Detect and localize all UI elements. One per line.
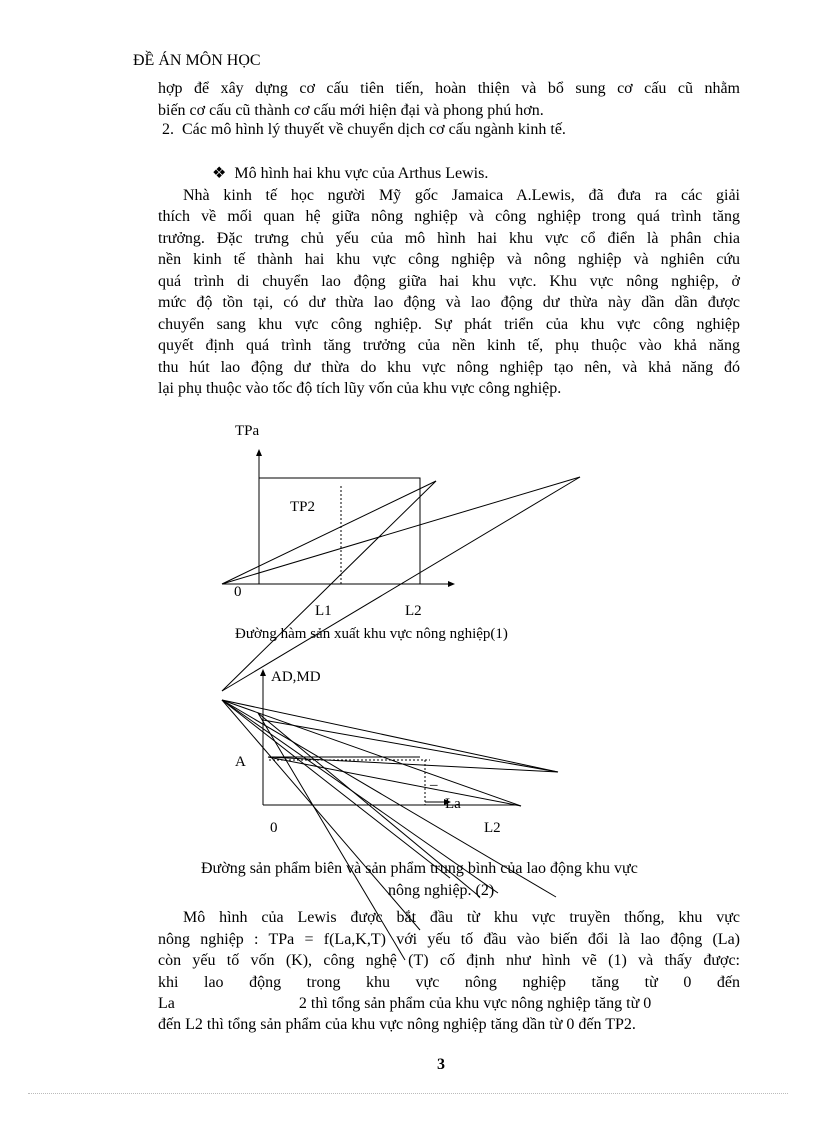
paragraph2-line: La 2 thì tổng sản phẩm của khu vực nông nghiệp tăng từ 0 [158, 995, 652, 1012]
paragraph1-line: trưởng. Đặc trưng chủ yếu của mô hình hai khu vực cổ điển là phân chia [158, 230, 740, 247]
paragraph2-line: nông nghiệp : TPa = f(La,K,T) với yếu tố đầu vào biến đổi là lao động (La) [158, 931, 740, 948]
figure2-origin-label: 0 [270, 820, 278, 836]
figure2-curve-line [222, 700, 521, 806]
figure2-l2-tick: L2 [484, 820, 501, 836]
figure2-dash-mark: – [430, 777, 438, 793]
paragraph1-line: quyết định quá trình tăng trưởng của nền kinh tế, phụ thuộc vào khả năng [158, 337, 740, 354]
figure1-tp2-box [259, 478, 420, 584]
page-header: ĐỀ ÁN MÔN HỌC [133, 52, 261, 69]
subsection-title: Mô hình hai khu vực của Arthus Lewis. [234, 165, 489, 182]
figure2-y-label: AD,MD [271, 669, 321, 685]
intro-line-1: hợp để xây dựng cơ cấu tiên tiến, hoàn thiện và bổ sung cơ cấu cũ nhằm [158, 80, 740, 97]
figure1-l2-tick: L2 [405, 603, 422, 619]
figure1-graphic [222, 452, 580, 691]
figure2-curve-line [268, 757, 521, 806]
figure2-curve-line [222, 700, 558, 772]
paragraph1-line: Nhà kinh tế học người Mỹ gốc Jamaica A.Lewis, đã đưa ra các giải [183, 187, 740, 204]
figure1-tp2-label: TP2 [290, 499, 316, 515]
figure1-origin-label: 0 [234, 584, 242, 600]
paragraph1-line: thu hút lao động dư thừa do khu vực nông nghiệp tạo nên, và khả năng đó [158, 359, 740, 376]
figure2-caption-line-1: Đường sản phẩm biên và sản phẩm trung bình của lao động khu vực [201, 860, 638, 877]
page-bottom-divider [28, 1093, 788, 1094]
figure1-curve-line [222, 481, 436, 584]
figure1-y-label: TPa [235, 423, 260, 439]
paragraph2-line: khi lao động trong khu vực nông nghiệp tăng từ 0 đến [158, 974, 740, 991]
paragraph2-line: đến L2 thì tổng sản phẩm của khu vực nông nghiệp tăng dần từ 0 đến TP2. [158, 1016, 636, 1033]
paragraph1-line: quá trình di chuyển lao động giữa hai khu vực. Khu vực nông nghiệp, ở [158, 273, 740, 290]
page-number: 3 [437, 1056, 445, 1073]
section-title: Các mô hình lý thuyết về chuyển dịch cơ cấu ngành kinh tế. [182, 121, 566, 138]
intro-line-2: biến cơ cấu cũ thành cơ cấu mới hiện đại và phong phú hơn. [158, 102, 544, 119]
figure2-la-label: La [445, 796, 461, 812]
paragraph1-line: nền kinh tế thành hai khu vực công nghiệp và nông nghiệp và nghiên cứu [158, 251, 740, 268]
paragraph2-line: còn yếu tố vốn (K), công nghệ (T) cố định như hình vẽ (1) và thấy được: [158, 952, 740, 969]
section-number: 2. [162, 121, 174, 138]
figure1-l1-tick: L1 [315, 603, 332, 619]
figure2-a-label: A [235, 754, 246, 770]
figure2-curve-line [222, 700, 450, 878]
figure1-curve-line [222, 477, 580, 584]
diamond-bullet-icon: ❖ [212, 165, 227, 182]
paragraph1-line: chuyển sang khu vực công nghiệp. Sự phát triển của khu vực công nghiệp [158, 316, 740, 333]
figure1-curve-line [222, 481, 436, 691]
figure1-caption: Đường hàm sản xuất khu vực nông nghiệp(1) [235, 626, 508, 642]
paragraph1-line: mức độ tồn tại, có dư thừa lao động và lao động dư thừa này dần dần được [158, 294, 740, 311]
paragraph1-line: thích về mối quan hệ giữa nông nghiệp và công nghiệp trong quá trình tăng [158, 208, 740, 225]
figure2-caption-line-2: nông nghiệp. (2) [388, 882, 495, 899]
paragraph1-line: lại phụ thuộc vào tốc độ tích lũy vốn của khu vực công nghiệp. [158, 380, 562, 397]
paragraph2-line: Mô hình của Lewis được bắt đầu từ khu vực truyền thống, khu vực [183, 909, 740, 926]
